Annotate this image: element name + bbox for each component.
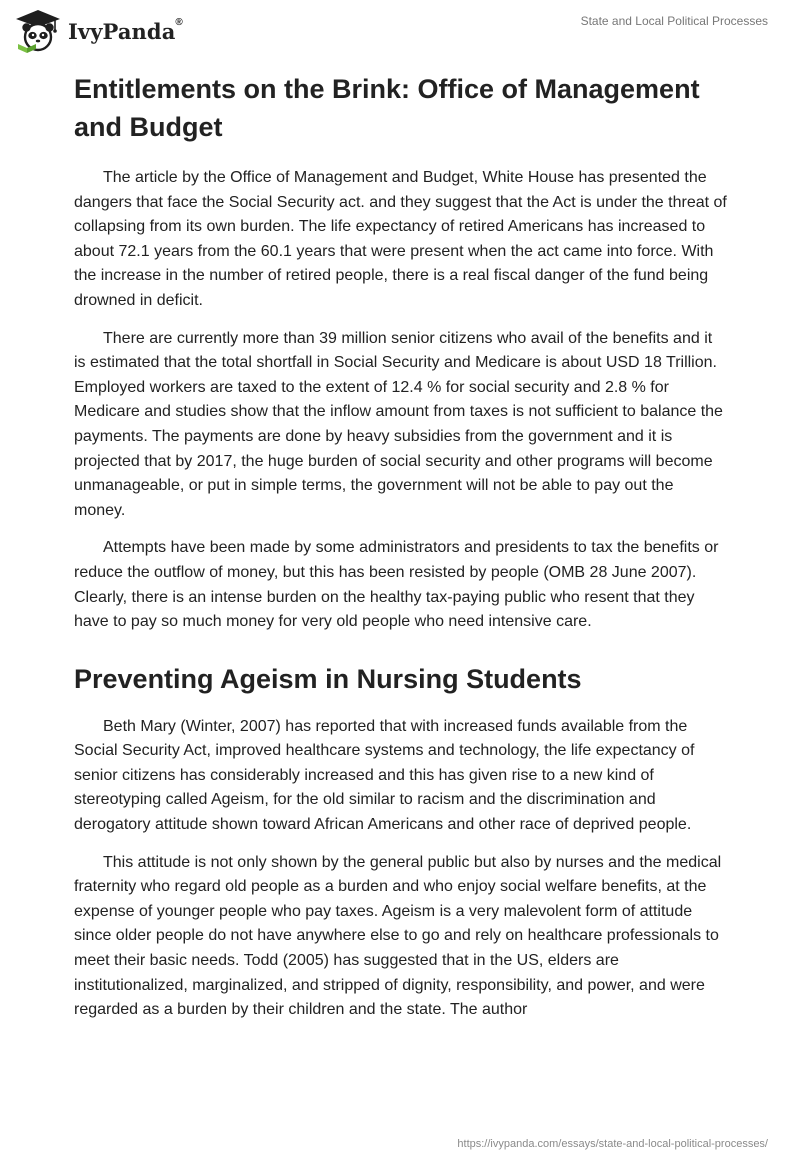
brand-name: IvyPanda® — [68, 16, 183, 44]
document-title: State and Local Political Processes — [580, 14, 768, 28]
paragraph: Attempts have been made by some administrators and presidents to tax the benefits or reduce the outflow of money, but this has been resisted by people (OMB 28 June 2007). Clearly, there is an intense burden on the healthy tax-paying public who resent that they have to pay so much money for very old people who need intensive care. — [74, 539, 719, 631]
brand-logo[interactable] — [14, 8, 183, 54]
panda-graduate-icon — [14, 8, 62, 54]
paragraph: This attitude is not only shown by the general public but also by nurses and the medical fraternity who regard old people as a burden and who enjoy social welfare benefits, at the expense of younger people who pay taxes. Ageism is a very malevolent form of attitude since older people do not have anywhere else to go and rely on healthcare professionals to meet their basic needs. Todd (2005) has suggested that in the US, elders are institutionalized, marginalized, and stripped of dignity, responsibility, and power, and were regarded as a burden by their children and the state. The author — [74, 853, 722, 1019]
article-body — [74, 70, 728, 1036]
paragraph: Beth Mary (Winter, 2007) has reported that with increased funds available from the Social Security Act, improved healthcare systems and technology, the life expectancy of senior citizens has considerably increased and this has given rise to a new kind of stereotyping called Ageism, for the old similar to racism and the discrimination and derogatory attitude shown toward African Americans and other race of deprived people. — [74, 717, 695, 834]
paragraph: There are currently more than 39 million senior citizens who avail of the benefits and it is estimated that the total shortfall in Social Security and Medicare is about USD 18 Trillion. Employed workers are taxed to the extent of 12.4 % for social security and 2.8 % for Medicare and studies show that the inflow amount from taxes is not sufficient to balance the payments. The payments are done by heavy subsidies from the government and it is projected that by 2017, the huge burden of social security and other programs will become unmanageable, or put in simple terms, the government will not be able to pay out the money. — [74, 329, 723, 519]
section-heading-ageism: Preventing Ageism in Nursing Students — [74, 663, 582, 694]
paragraph: The article by the Office of Management and Budget, White House has presented the dangers that face the Social Security act. and they suggest that the Act is under the threat of collapsing from its own burden. The life expectancy of retired Americans has increased to about 72.1 years from the 60.1 years that were present when the act came into force. With the increase in the number of retired people, there is a real fiscal danger of the fund being drowned in deficit. — [74, 169, 727, 309]
page-header — [0, 0, 800, 64]
section-heading-entitlements: Entitlements on the Brink: Office of Management and Budget — [74, 74, 700, 142]
source-url[interactable]: https://ivypanda.com/essays/state-and-local-political-processes/ — [457, 1138, 768, 1150]
registered-mark: ® — [175, 16, 183, 28]
